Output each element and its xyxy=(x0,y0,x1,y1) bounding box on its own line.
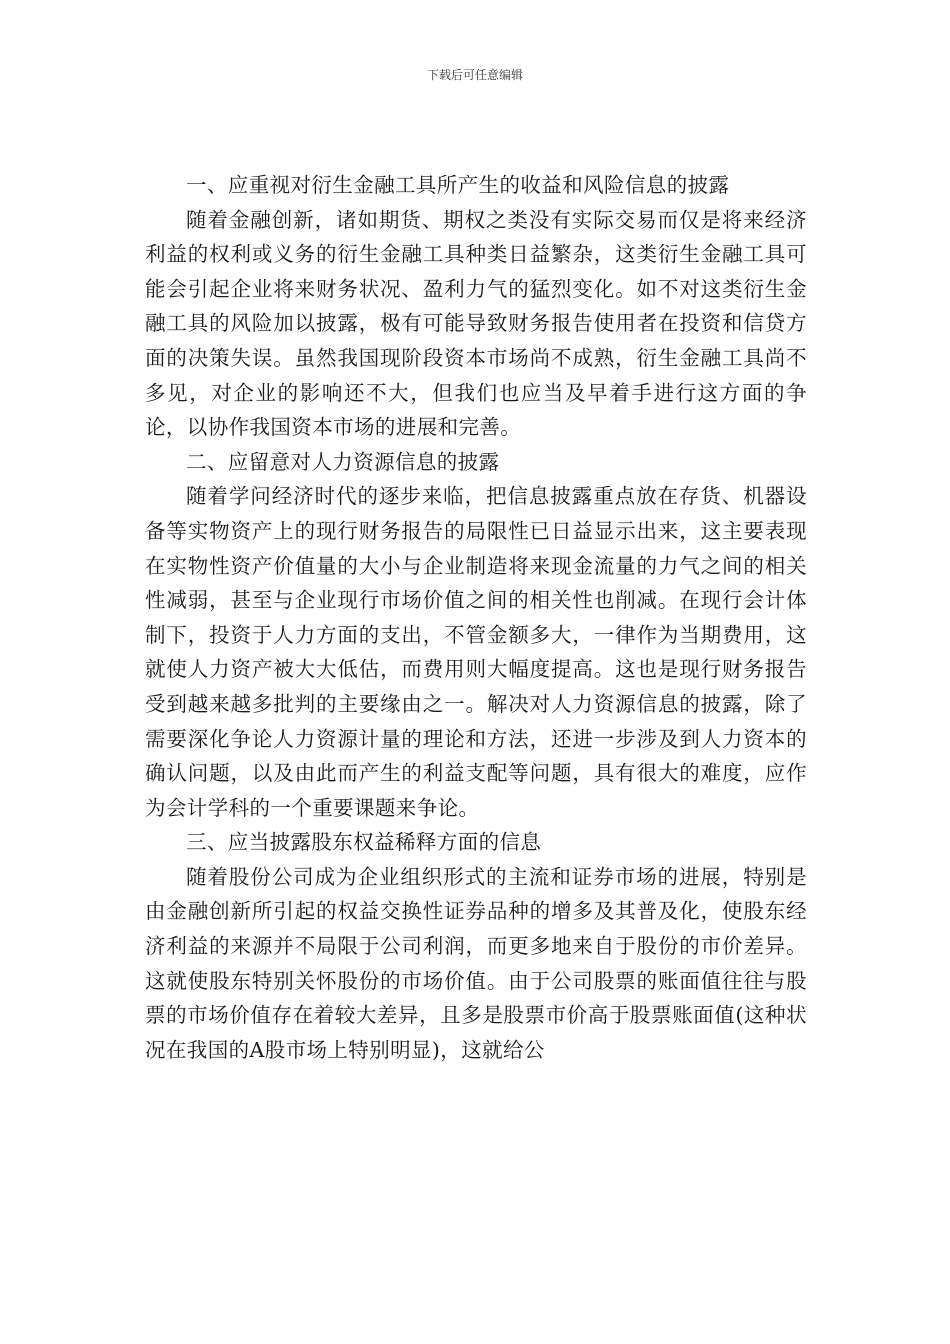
section-heading-1: 一、应重视对衍生金融工具所产生的收益和风险信息的披露 xyxy=(186,173,730,197)
paragraph-1: 随着金融创新，诸如期货、期权之类没有实际交易而仅是将来经济利益的权利或义务的衍生金融工具种类日益繁杂，这类衍生金融工具可能会引起企业将来财务状况、盈利力气的猛烈变化。如不对这类衍生金融工具的风险加以披露，极有可能导致财务报告使用者在投资和信贷方面的决策失误。虽然我国现阶段资本市场尚不成熟，衍生金融工具尚不多见，对企业的影响还不大，但我们也应当及早着手进行这方面的争论，以协作我国资本市场的进展和完善。 xyxy=(145,207,807,440)
paragraph-2: 随着学问经济时代的逐步来临，把信息披露重点放在存货、机器设备等实物资产上的现行财务报告的局限性已日益显示出来，这主要表现在实物性资产价值量的大小与企业制造将来现金流量的力气之间的相关性减弱，甚至与企业现行市场价值之间的相关性也削减。在现行会计体制下，投资于人力方面的支出，不管金额多大，一律作为当期费用，这就使人力资产被大大低估，而费用则大幅度提高。这也是现行财务报告受到越来越多批判的主要缘由之一。解决对人力资源信息的披露，除了需要深化争论人力资源计量的理论和方法，还进一步涉及到人力资本的确认问题，以及由此而产生的利益支配等问题，具有很大的难度，应作为会计学科的一个重要课题来争论。 xyxy=(145,484,807,820)
paragraph-3: 随着股份公司成为企业组织形式的主流和证券市场的进展，特别是由金融创新所引起的权益交换性证券品种的增多及其普及化，使股东经济利益的来源并不局限于公司利润，而更多地来自于股份的市价差异。这就使股东特别关怀股份的市场价值。由于公司股票的账面值往往与股票的市场价值存在着较大差异，且多是股票市价高于股票账面值(这种状况在我国的A股市场上特别明显)，这就给公 xyxy=(145,864,807,1062)
section-heading-3: 三、应当披露股东权益稀释方面的信息 xyxy=(186,830,542,855)
document-body xyxy=(145,168,807,1067)
header-note: 下载后可任意编辑 xyxy=(426,68,523,82)
section-heading-2: 二、应留意对人力资源信息的披露 xyxy=(186,449,500,474)
